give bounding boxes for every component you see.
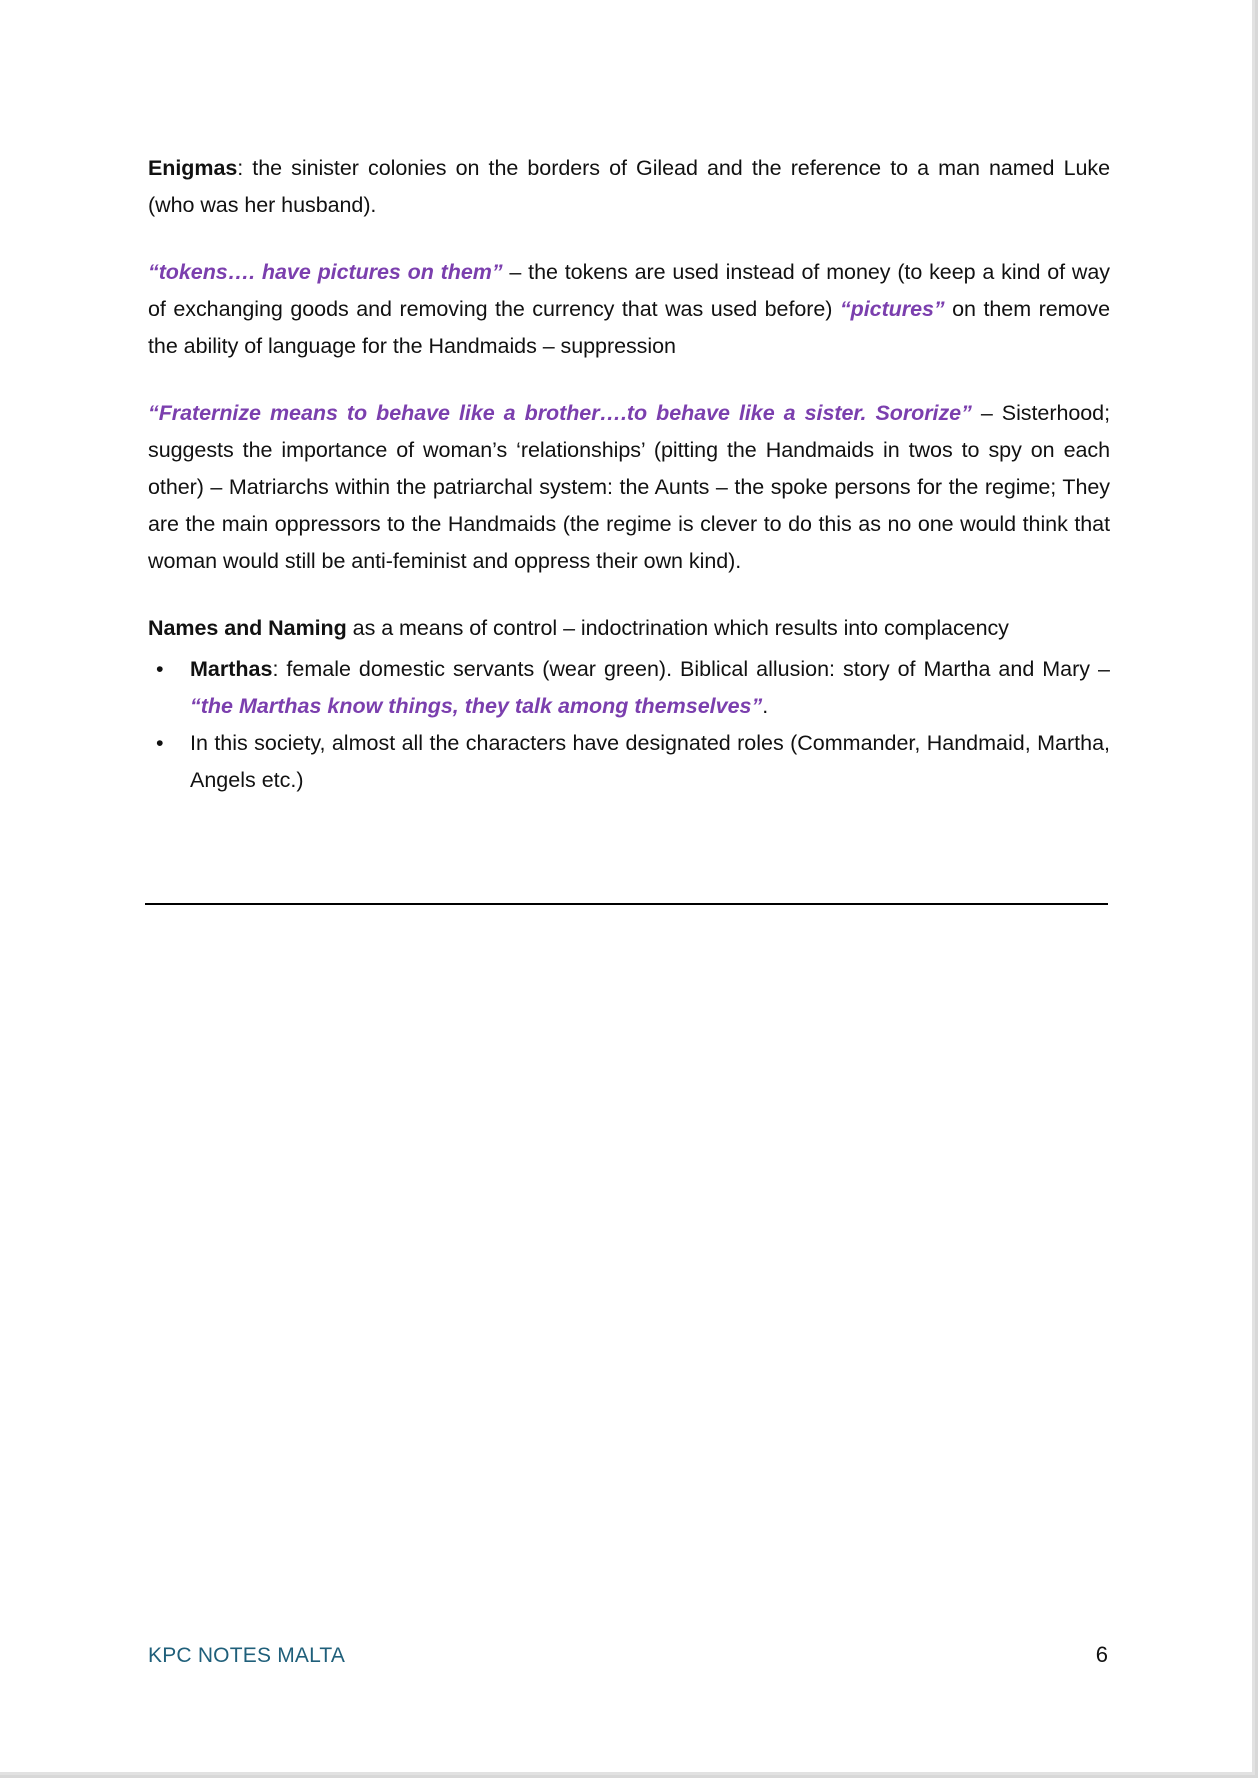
marthas-label: Marthas [190, 657, 273, 681]
designated-roles-body: In this society, almost all the characters have designated roles (Commander, Handmaid, Martha, Angels etc.) [190, 731, 1110, 792]
paragraph-fraternize [148, 395, 1110, 580]
bullet-icon: • [156, 731, 164, 755]
list-item [148, 725, 1110, 799]
footer-source-label: KPC NOTES MALTA [148, 1644, 346, 1667]
paragraph-names-and-naming [148, 610, 1110, 647]
bullet-icon: • [156, 657, 164, 681]
enigmas-body: : the sinister colonies on the borders of Gilead and the reference to a man named Luke (who was her husband). [148, 156, 1110, 217]
page-number: 6 [1095, 1642, 1108, 1667]
paragraph-enigmas [148, 150, 1110, 224]
tokens-body-2: on them remove the ability of language for the Handmaids – suppression [148, 297, 1110, 358]
marthas-body-2: . [762, 694, 769, 718]
fraternize-quote: “Fraternize means to behave like a brother….to behave like a sister. Sororize” [148, 401, 972, 425]
horizontal-divider [145, 903, 1108, 905]
page-footer [148, 1642, 1108, 1668]
page-edge-bottom [0, 1772, 1255, 1775]
pictures-quote: “pictures” [839, 297, 945, 321]
enigmas-label: Enigmas [148, 156, 238, 180]
tokens-quote: “tokens…. have pictures on them” [148, 260, 503, 284]
bullet-list [148, 651, 1110, 799]
page-content [148, 150, 1110, 799]
names-and-naming-label: Names and Naming [148, 616, 347, 640]
page-edge-right [1252, 0, 1255, 1775]
tokens-body-1: – the tokens are used instead of money (to keep a kind of way of exchanging goods and removing the currency that was used before) [148, 260, 1110, 321]
marthas-body-1: : female domestic servants (wear green). Biblical allusion: story of Martha and Mary – [272, 657, 1110, 681]
fraternize-body: – Sisterhood; suggests the importance of woman’s ‘relationships’ (pitting the Handmaids in twos to spy on each other) – Matriarchs within the patriarchal system: the Aunts – the spoke persons for the regime; They are the main oppressors to the Handmaids (the regime is clever to do this as no one would think that woman would still be anti-feminist and oppress their own kind). [148, 401, 1110, 573]
list-item [148, 651, 1110, 725]
marthas-quote: “the Marthas know things, they talk among themselves” [190, 694, 763, 718]
names-and-naming-body: as a means of control – indoctrination which results into complacency [346, 616, 1009, 640]
paragraph-tokens [148, 254, 1110, 365]
